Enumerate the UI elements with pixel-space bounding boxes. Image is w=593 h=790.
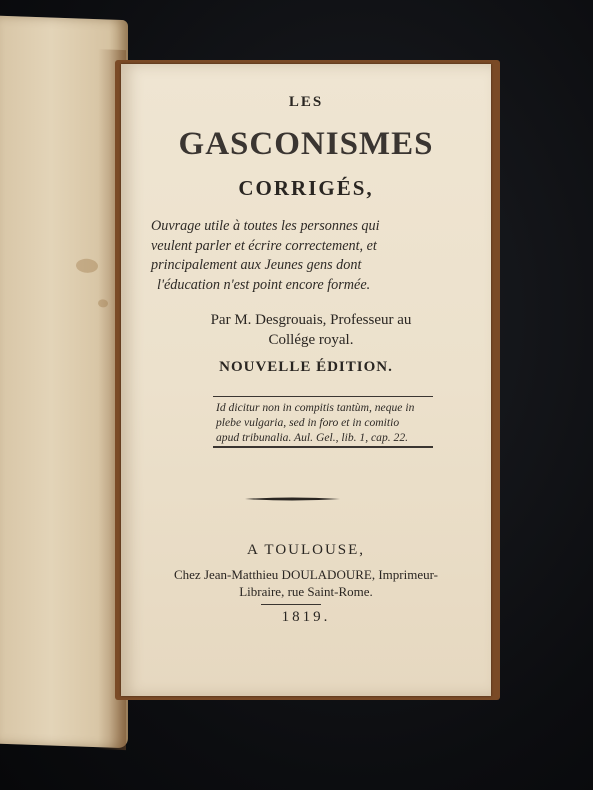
epigraph bbox=[216, 400, 436, 445]
description-line: l'éducation n'est point encore formée. bbox=[157, 276, 371, 293]
year: 1819. bbox=[281, 609, 331, 625]
foxing-spot bbox=[76, 258, 98, 273]
title-les: LES bbox=[288, 94, 324, 110]
subtitle: CORRIGÉS, bbox=[238, 176, 374, 200]
description-line: principalement aux Jeunes gens dont bbox=[151, 257, 362, 273]
epigraph-line: plebe vulgaria, sed in foro et in comitio bbox=[216, 416, 400, 429]
epigraph-line: apud tribunalia. Aul. Gel., lib. 1, cap. 22. bbox=[216, 431, 409, 444]
author-line: Collége royal. bbox=[268, 332, 354, 348]
publisher bbox=[141, 566, 471, 600]
description-line: veulent parler et écrire correctement, et bbox=[151, 237, 377, 254]
epigraph-rule-top bbox=[213, 396, 433, 397]
title-page bbox=[121, 64, 491, 696]
epigraph-rule-bottom bbox=[213, 446, 433, 448]
description-line: Ouvrage utile à toutes les personnes qui bbox=[151, 218, 380, 234]
publisher-line: Libraire, rue Saint-Rome. bbox=[239, 584, 373, 599]
place: A TOULOUSE, bbox=[246, 542, 366, 558]
description bbox=[151, 217, 471, 295]
ornament-rule bbox=[245, 496, 340, 502]
author-line: Par M. Desgrouais, Professeur au bbox=[210, 312, 412, 328]
main-title: GASCONISMES bbox=[178, 126, 434, 162]
left-page bbox=[0, 16, 128, 748]
author bbox=[151, 310, 471, 350]
publisher-line: Chez Jean-Matthieu DOULADOURE, Imprimeur- bbox=[173, 567, 438, 582]
edition: NOUVELLE ÉDITION. bbox=[219, 359, 393, 375]
year-rule bbox=[261, 604, 321, 605]
epigraph-line: Id dicitur non in compitis tantùm, neque in bbox=[216, 401, 415, 414]
foxing-spot bbox=[98, 299, 108, 307]
